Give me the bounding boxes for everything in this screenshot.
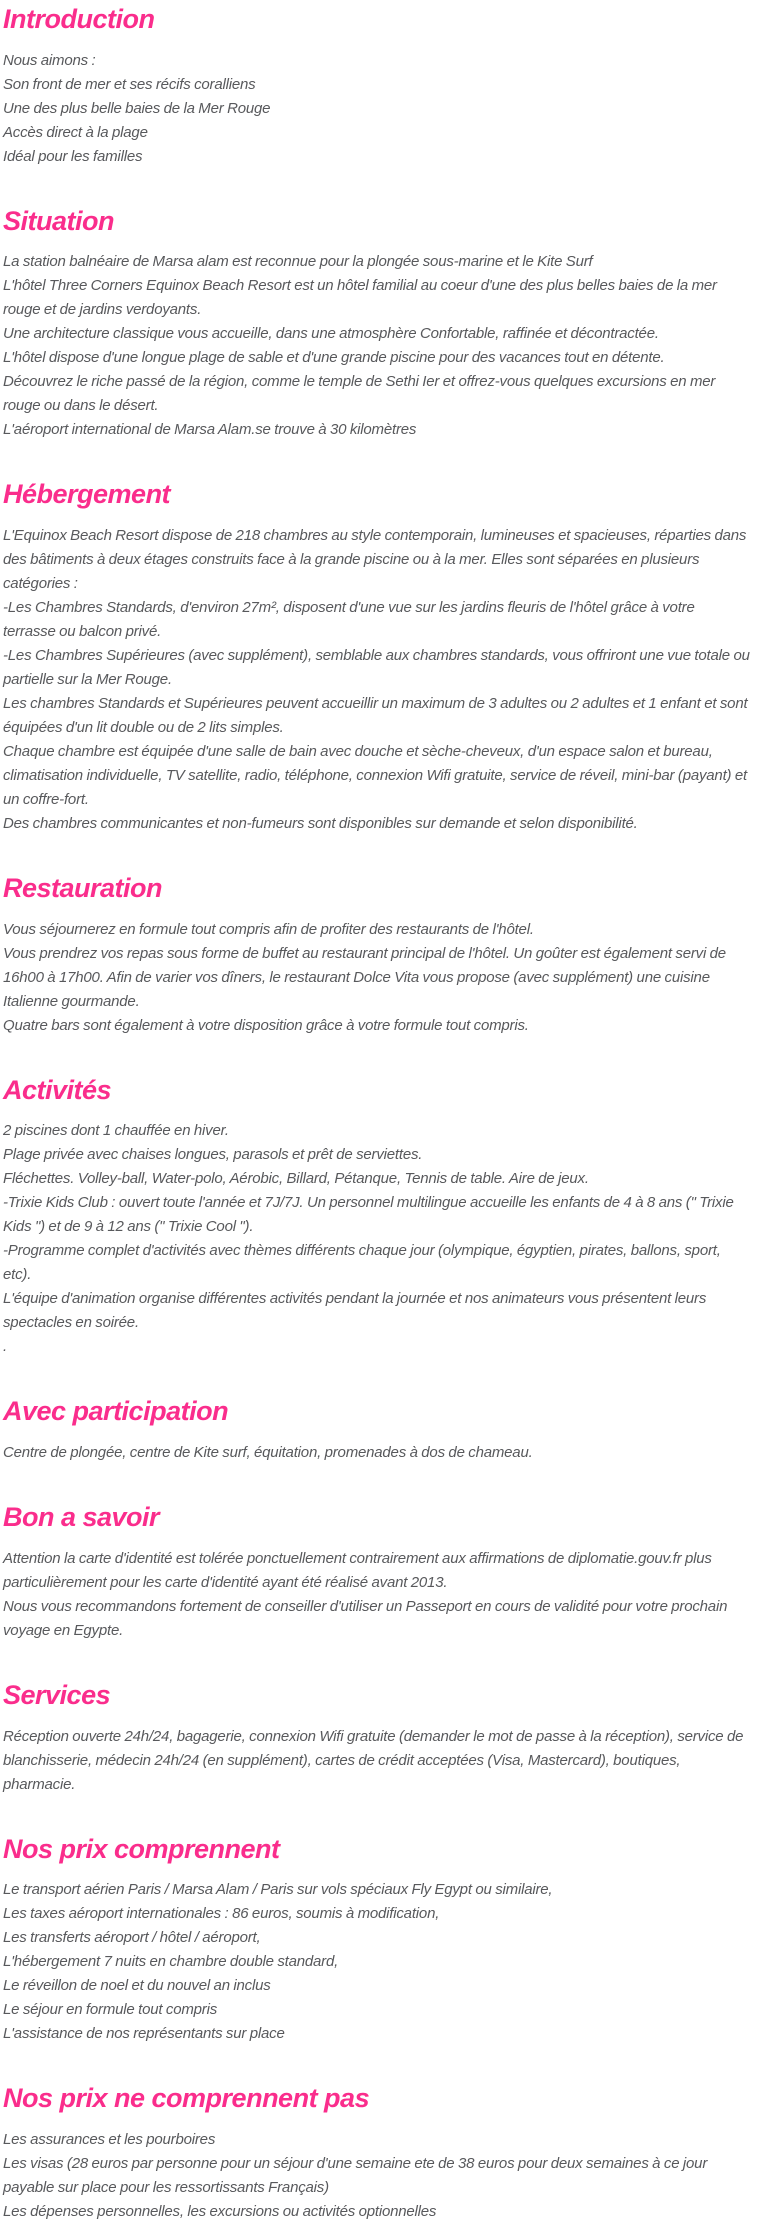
section-body — [3, 918, 750, 1038]
section — [3, 5, 750, 169]
section-body — [3, 1119, 750, 1359]
section-body — [3, 1725, 750, 1797]
paragraph: Nous aimons : — [3, 51, 96, 69]
paragraph: Idéal pour les familles — [3, 147, 143, 165]
paragraph: -Les Chambres Standards, d'environ 27m², disposent d'une vue sur les jardins fleuris de l'hôtel grâce à votre terrasse ou balcon privé. — [3, 599, 695, 641]
paragraph: Son front de mer et ses récifs coralliens — [3, 75, 256, 93]
paragraph: Les transferts aéroport / hôtel / aéroport, — [3, 1929, 261, 1947]
paragraph: Le réveillon de noel et du nouvel an inclus — [3, 1977, 271, 1995]
section-title: Nos prix comprennent — [3, 1833, 280, 1864]
paragraph: Les assurances et les pourboires — [3, 2130, 216, 2148]
paragraph: L'aéroport international de Marsa Alam.se trouve à 30 kilomètres — [3, 421, 417, 439]
paragraph: Les dépenses personnelles, les excursions ou activités optionnelles — [3, 2202, 437, 2220]
paragraph: 2 piscines dont 1 chauffée en hiver. — [3, 1122, 229, 1140]
paragraph: Vous séjournerez en formule tout compris afin de profiter des restaurants de l'hôtel. — [3, 920, 534, 938]
paragraph: L'hébergement 7 nuits en chambre double standard, — [3, 1953, 339, 1971]
paragraph: Plage privée avec chaises longues, parasols et prêt de serviettes. — [3, 1146, 423, 1164]
paragraph: -Les Chambres Supérieures (avec supplément), semblable aux chambres standards, vous offriront une vue totale ou partielle sur la Mer Rouge. — [3, 647, 750, 689]
section-title: Nos prix ne comprennent pas — [3, 2083, 370, 2114]
section-body — [3, 524, 750, 836]
section-title: Hébergement — [3, 479, 171, 510]
paragraph: Les chambres Standards et Supérieures peuvent accueillir un maximum de 3 adultes ou 2 adultes et 1 enfant et sont équipées d'un lit double ou de 2 lits simples. — [3, 695, 748, 737]
section-body — [3, 1441, 750, 1465]
paragraph: L'hôtel dispose d'une longue plage de sable et d'une grande piscine pour des vacances tout en détente. — [3, 349, 665, 367]
paragraph: Des chambres communicantes et non-fumeurs sont disponibles sur demande et selon disponibilité. — [3, 815, 638, 833]
paragraph: L'Equinox Beach Resort dispose de 218 chambres au style contemporain, lumineuses et spacieuses, réparties dans des bâtiments à deux étages construits face à la grande piscine ou à la mer. Elles sont séparées en plusieurs catégories : — [3, 527, 747, 593]
paragraph: Nous vous recommandons fortement de conseiller d'utiliser un Passeport en cours de validité pour votre prochain voyage en Egypte. — [3, 1597, 728, 1639]
section-body — [3, 49, 750, 169]
paragraph: La station balnéaire de Marsa alam est reconnue pour la plongée sous-marine et le Kite Surf — [3, 253, 593, 271]
paragraph: Fléchettes. Volley-ball, Water-polo, Aérobic, Billard, Pétanque, Tennis de table. Aire de jeux. — [3, 1170, 589, 1188]
paragraph: -Programme complet d'activités avec thèmes différents chaque jour (olympique, égyptien, pirates, ballons, sport, etc). — [3, 1242, 721, 1284]
section — [3, 480, 750, 836]
section — [3, 1503, 750, 1643]
paragraph: Réception ouverte 24h/24, bagagerie, connexion Wifi gratuite (demander le mot de passe à la réception), service de blanchisserie, médecin 24h/24 (en supplément), cartes de crédit acceptées (Visa, Mastercard), boutiques, pharmacie. — [3, 1727, 744, 1793]
section-title: Avec participation — [3, 1396, 229, 1427]
section — [3, 1397, 750, 1465]
section-title: Bon a savoir — [3, 1502, 160, 1533]
section-title: Situation — [3, 205, 114, 236]
paragraph: Chaque chambre est équipée d'une salle de bain avec douche et sèche-cheveux, d'un espace salon et bureau, climatisation individuelle, TV satellite, radio, téléphone, connexion Wifi gratuite, service de réveil, mini-bar (payant) et un coffre-fort. — [3, 743, 748, 809]
section — [3, 1076, 750, 1360]
section-body — [3, 1547, 750, 1643]
section-title: Services — [3, 1679, 111, 1710]
paragraph: . — [3, 1338, 7, 1356]
section — [3, 207, 750, 443]
paragraph: Les visas (28 euros par personne pour un séjour d'une semaine ete de 38 euros pour deux semaines à ce jour payable sur place pour les ressortissants Français) — [3, 2154, 708, 2196]
paragraph: Les taxes aéroport internationales : 86 euros, soumis à modification, — [3, 1905, 440, 1923]
paragraph: Accès direct à la plage — [3, 123, 148, 141]
paragraph: Une architecture classique vous accueille, dans une atmosphère Confortable, raffinée et décontractée. — [3, 325, 659, 343]
paragraph: Une des plus belle baies de la Mer Rouge — [3, 99, 271, 117]
paragraph: Découvrez le riche passé de la région, comme le temple de Sethi Ier et offrez-vous quelques excursions en mer rouge ou dans le désert. — [3, 373, 716, 415]
section — [3, 1835, 750, 2047]
paragraph: Le séjour en formule tout compris — [3, 2001, 218, 2019]
paragraph: L'équipe d'animation organise différentes activités pendant la journée et nos animateurs vous présentent leurs spectacles en soirée. — [3, 1290, 707, 1332]
section-title: Introduction — [3, 4, 155, 34]
paragraph: Quatre bars sont également à votre disposition grâce à votre formule tout compris. — [3, 1016, 529, 1034]
section — [3, 2084, 750, 2224]
section-body — [3, 250, 750, 442]
paragraph: L'hôtel Three Corners Equinox Beach Resort est un hôtel familial au coeur d'une des plus belles baies de la mer rouge et de jardins verdoyants. — [3, 277, 717, 319]
paragraph: Vous prendrez vos repas sous forme de buffet au restaurant principal de l'hôtel. Un goûter est également servi de 16h00 à 17h00. Afin de varier vos dîners, le restaurant Dolce Vita vous propose (avec supplément) une cuisine Italienne gourmande. — [3, 944, 726, 1010]
section-title: Activités — [3, 1074, 112, 1105]
paragraph: -Trixie Kids Club : ouvert toute l'année et 7J/7J. Un personnel multilingue accueille les enfants de 4 à 8 ans (" Trixie Kids ") et de 9 à 12 ans (" Trixie Cool "). — [3, 1194, 734, 1236]
paragraph: Le transport aérien Paris / Marsa Alam / Paris sur vols spéciaux Fly Egypt ou similaire, — [3, 1881, 553, 1899]
document-body — [0, 5, 758, 2230]
section-body — [3, 1878, 750, 2046]
paragraph: Attention la carte d'identité est tolérée ponctuellement contrairement aux affirmations de diplomatie.gouv.fr plus particulièrement pour les carte d'identité ayant été réalisé avant 2013. — [3, 1549, 712, 1591]
paragraph: Centre de plongée, centre de Kite surf, équitation, promenades à dos de chameau. — [3, 1444, 533, 1462]
section — [3, 1681, 750, 1797]
section-body — [3, 2128, 750, 2224]
section-title: Restauration — [3, 873, 163, 904]
section — [3, 874, 750, 1038]
paragraph: L'assistance de nos représentants sur place — [3, 2025, 285, 2043]
